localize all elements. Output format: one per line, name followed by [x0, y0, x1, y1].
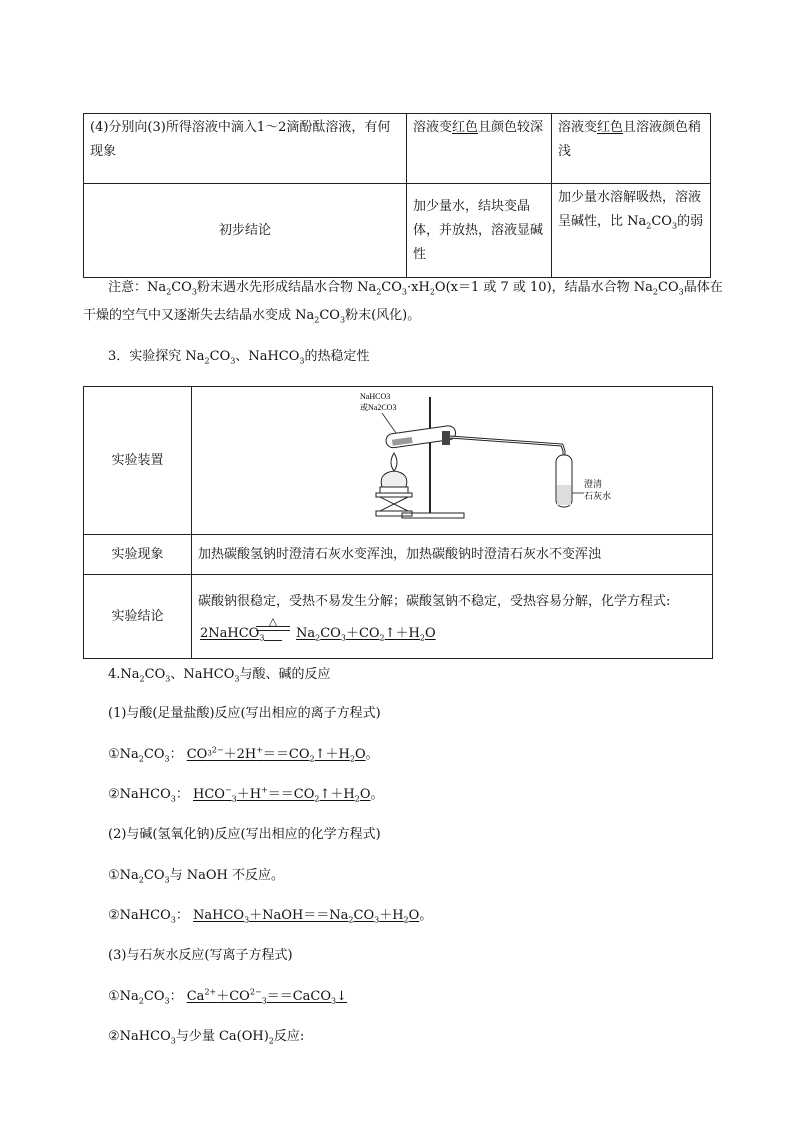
note-line-1: 注意：$Na_2CO_3$粉末遇水先形成结晶水合物 $Na_2CO_3\cdot xH_2O(x=1$ 或 7 或 10)，结晶水合物 $Na_2CO_3$晶体在: [108, 280, 723, 297]
conclusion-label: 初步结论: [84, 184, 407, 278]
heat-symbol: △: [268, 614, 278, 628]
acid-reaction-1: $①Na_2CO_3$： $CO^{_32-}+2H^+==CO_2↑+H_2O$。: [108, 745, 379, 764]
alcohol-lamp: [381, 471, 407, 487]
phenomenon-text: 加热碳酸氢钠时澄清石灰水变浑浊，加热碳酸钠时澄清石灰水不变浑浊: [192, 535, 713, 575]
section3-title: 3．实验探究 $Na_2CO_3$、NaHCO$_3$的热稳定性: [108, 349, 370, 366]
stopper: [442, 431, 450, 445]
apparatus-diagram: [192, 387, 712, 533]
base-reaction-2: ②NaHCO$_3$： $NaHCO_3+NaOH==Na_2CO_3+H_2O$。: [108, 908, 433, 925]
limewater-label-1: 澄清: [584, 480, 603, 490]
base-heading: (2)与碱(氢氧化钠)反应(写出相应的化学方程式): [108, 827, 381, 842]
base-reaction-1: $①Na_2CO_3$与 NaOH 不反应。: [108, 868, 284, 885]
red-color-text: 红色: [452, 120, 479, 135]
comparison-table-continued: [83, 113, 711, 278]
q4-question-cell: (4)分别向(3)所得溶液中滴入1～2滴酚酞溶液，有何现象: [84, 114, 407, 184]
tube-label-1: NaHCO3: [360, 392, 391, 401]
phenomenon-label: 实验现象: [84, 535, 192, 575]
label-pointer: [382, 413, 396, 433]
apparatus-figure-cell: [192, 387, 713, 535]
delivery-tube: [450, 437, 564, 501]
conclusion-na2co3: 加少量水，结块变晶体，并放热，溶液显碱性: [407, 184, 552, 278]
lime-reaction-1: $①Na_2CO_3$： $Ca^{2+}+CO^{2-}_3==CaCO_3↓$: [108, 987, 348, 1006]
red-color-text: 红色: [597, 120, 624, 135]
flame: [391, 453, 397, 471]
tube-label-2: 或Na2CO3: [360, 403, 397, 412]
q4-na2co3-cell: 溶液变红色且颜色较深: [407, 114, 552, 184]
lime-reaction-2: ②NaHCO$_3$与少量 $Ca(OH)_2$反应:: [108, 1029, 305, 1046]
q4-nahco3-cell: 溶液变红色且溶液颜色稍浅: [552, 114, 711, 184]
conclusion-nahco3: 加少量水溶解吸热，溶液呈碱性，比 $Na_2CO_3$的弱: [552, 184, 711, 278]
section4-title: $4.Na_2CO_3$、NaHCO$_3$与酸、碱的反应: [108, 667, 331, 684]
conclusion-text: 碳酸钠很稳定，受热不易发生分解；碳酸氢钠不稳定，受热容易分解，化学方程式:: [198, 593, 671, 609]
thermal-stability-table: [83, 386, 713, 659]
acid-reaction-2: ②NaHCO$_3$： $HCO^-_3+H^+==CO_2↑+H_2O$。: [108, 785, 384, 804]
decomposition-equation: 2NaHCO$_3$ △ $Na_2CO_3+CO_2↑+H_2O$: [198, 614, 706, 644]
acid-heading: (1)与酸(足量盐酸)反应(写出相应的离子方程式): [108, 706, 381, 721]
limewater-label-2: 石灰水: [584, 492, 612, 502]
apparatus-label: 实验装置: [84, 387, 192, 535]
note-line-2: 干燥的空气中又逐渐失去结晶水变成 $Na_2CO_3$粉末(风化)。: [83, 308, 421, 325]
conclusion-label-2: 实验结论: [84, 575, 192, 659]
lime-heading: (3)与石灰水反应(写离子方程式): [108, 948, 293, 963]
conclusion-cell: [192, 575, 713, 659]
